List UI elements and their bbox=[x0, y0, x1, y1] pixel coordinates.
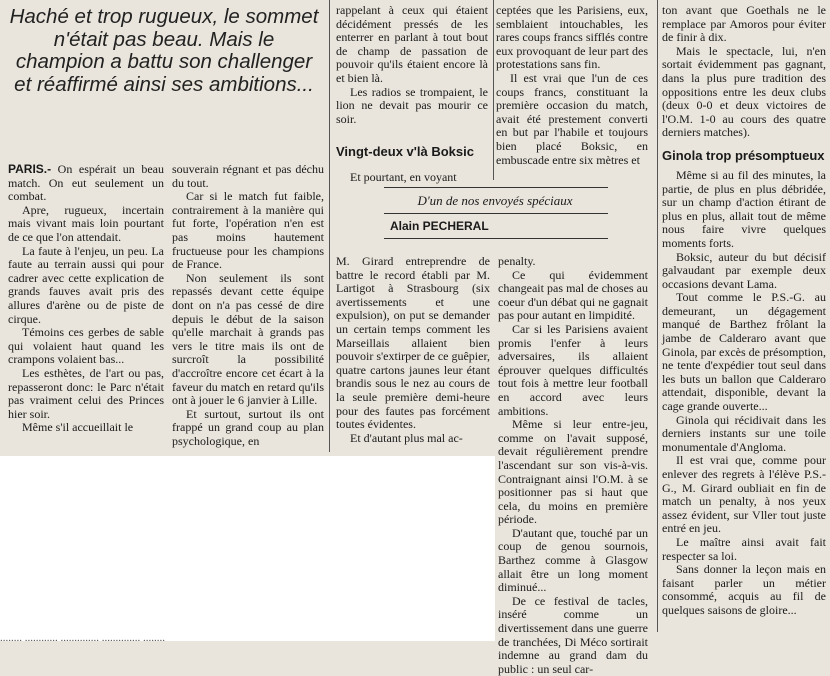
article-column-2 bbox=[172, 163, 324, 448]
paragraph: Car si les Parisiens avaient promis l'enfer à leurs adversaires, ils allaient éprouver quelques difficultés tout fois à mettre leur football en accord avec leurs ambitions. bbox=[498, 321, 648, 418]
article-column-1 bbox=[8, 163, 164, 435]
paragraph: Et d'autant plus mal ac- bbox=[350, 430, 463, 445]
paragraph: Non seulement ils sont repassés devant cette équipe dont on n'a pas cessé de dire depuis le début de la saison qu'elle marchait à grands pas vers le titre mais ils ont de surcroît la possibilité d'accroître encore cet écart à la faveur du match en retard qu'ils ont à jouer le 6 janvier à Lille. bbox=[172, 270, 324, 408]
paragraph: penalty. bbox=[498, 254, 536, 268]
paragraph: Mais le spectacle, lui, n'en sortait évidemment pas gagnant, dans la plus pure tradition des oppositions entre les deux clubs (deux 0-0 et deux victoires de l'O.M. 1-0 au cours des quatre derniers matches). bbox=[662, 43, 826, 140]
paragraph: rappelant à ceux qui étaient décidément pressés de les enterrer en parlant à tout bout de champ de passation de pouvoir qu'ils étaient encore là et bien là. bbox=[336, 3, 488, 85]
paragraph: Tout comme le P.S.-G. au demeurant, un dégagement manqué de Barthez frôlant la jambe de Calderaro avant que Ginola, par excès de présomption, ne tente d'expédier tout seul dans les buts un ballon que Calderaro attendait, disponible, devant la cage grande ouverte... bbox=[662, 290, 826, 414]
byline-rule-top bbox=[384, 187, 608, 188]
paragraph: Ginola qui récidivait dans les derniers instants sur une toile monumentale d'Angloma. bbox=[662, 412, 826, 454]
paragraph: Il est vrai que, comme pour enlever des regrets à l'élève P.S.-G., M. Girard oubliait en fin de match un penalty, à nos yeux assez évident, sur Vller tout juste entré en jeu. bbox=[662, 453, 826, 536]
paragraph: Et surtout, surtout ils ont frappé un grand coup au plan psychologique, en bbox=[172, 406, 324, 448]
article-column-4-bottom bbox=[498, 255, 648, 676]
cut-line: ........ ............ .............. .............. ........ bbox=[0, 633, 165, 643]
paragraph: Les esthètes, de l'art ou pas, repasseront donc: le Parc n'était pas vraiment celui des Princes hier soir. bbox=[8, 365, 164, 421]
paragraph: Le maître ainsi avait fait respecter sa loi. bbox=[662, 534, 826, 563]
paragraph: Il est vrai que l'un de ces coups francs, constituant la première occasion du match, avait été prestement converti en but par l'habile et toujours bien placé Boksic, en embuscade entre six mètres et bbox=[496, 70, 648, 167]
dateline: PARIS.- bbox=[8, 162, 52, 176]
paragraph-text: On espérait un beau match. On eut seulement un combat. bbox=[8, 162, 164, 204]
paragraph: Boksic, auteur du but décisif galvaudant par exemple deux occasions devant Lama. bbox=[662, 249, 826, 291]
paragraph: Même s'il accueillait le bbox=[22, 420, 134, 435]
subhead-boksic: Vingt-deux v'là Boksic bbox=[336, 144, 474, 160]
column-divider bbox=[493, 0, 494, 180]
paragraph: Apre, rugueux, incertain mais vivant mais loin pourtant de ce que l'on attendait. bbox=[8, 202, 164, 244]
byline-rule-bottom bbox=[384, 238, 608, 239]
paragraph: Même si au fil des minutes, la partie, de plus en plus débridée, sur un champ d'action étirant de plus en plus, allait tout de même nous faire vivre quelques moments forts. bbox=[662, 167, 826, 250]
headline-lead: Haché et trop rugueux, le sommet n'était pas beau. Mais le champion a battu son challenger et réaffirmé ainsi ses ambitions... bbox=[9, 5, 319, 96]
column-divider bbox=[329, 0, 330, 452]
paragraph: Et pourtant, en voyant bbox=[350, 170, 457, 185]
column-divider bbox=[657, 0, 658, 632]
paragraph: Sans donner la leçon mais en faisant parler un métier consommé, acquis au fil de quelques saisons de gloire... bbox=[662, 562, 826, 617]
paragraph: souverain régnant et pas déchu du tout. bbox=[172, 162, 324, 190]
paragraph: Les radios se trompaient, le lion ne devait pas mourir ce soir. bbox=[336, 84, 488, 126]
paragraph: La faute à l'enjeu, un peu. La faute au terrain aussi qui pour cadrer avec cette explication de grands fauves avait pris des allures d'arène ou de piste de cirque. bbox=[8, 243, 164, 326]
paragraph: M. Girard entreprendre de battre le record établi par M. Lartigot à Strasbourg (six avertissements et une expulsion), on put se demander un certain temps comment les Marseillais allaient bien pouvoir s'extirper de ce guêpier, quatre cartons jaunes leur étant brandis sous le nez au cours de la seule première demi-heure pour des fautes pas forcément toutes évidentes. bbox=[336, 254, 490, 432]
article-column-5 bbox=[662, 4, 826, 618]
paragraph: De ce festival de tacles, inséré comme un divertissement dans une guerre de tranchées, Di Méco sortirait indemne au grand dam du public : un seul car- bbox=[498, 593, 648, 676]
byline-author: Alain PECHERAL bbox=[390, 219, 489, 233]
byline-rule-middle bbox=[384, 213, 608, 214]
article-column-4-top bbox=[496, 4, 648, 167]
subhead-ginola: Ginola trop présomptueux bbox=[662, 147, 825, 163]
paragraph bbox=[8, 163, 164, 204]
article-column-3-bottom bbox=[336, 255, 490, 445]
byline-envoy: D'un de nos envoyés spéciaux bbox=[417, 193, 573, 208]
paragraph: Car si le match fut faible, contrairement à la manière qui fut forte, l'opération n'en est pas moins hautement fructueuse pour les champions de France. bbox=[172, 189, 324, 272]
paragraph: ton avant que Goethals ne le remplace par Amoros pour éviter de finir à dix. bbox=[662, 3, 826, 45]
paragraph: Même si leur entre-jeu, comme on l'avait supposé, devait régulièrement prendre l'ascendant sur son vis-à-vis. Contraignant ainsi l'O.M. à se positionner pas si haut que cela, du moins en première période. bbox=[498, 417, 648, 527]
paragraph: Témoins ces gerbes de sable qui volaient haut quand les crampons volaient bas... bbox=[8, 325, 164, 367]
paragraph: D'autant que, touché par un coup de genou sournois, Barthez comme à Glasgow allait être un long moment diminué... bbox=[498, 525, 648, 595]
article-column-3-top bbox=[336, 4, 488, 185]
paragraph: Ce qui évidemment changeait pas mal de choses au coeur d'un débat qui ne gagnait pas pour autant en limpidité. bbox=[498, 267, 648, 323]
paragraph: ceptées que les Parisiens, eux, semblaient intouchables, les rares coups francs sifflés contre eux provoquant de leur part des protestations sans fin. bbox=[496, 3, 648, 72]
blank-area bbox=[0, 456, 495, 641]
